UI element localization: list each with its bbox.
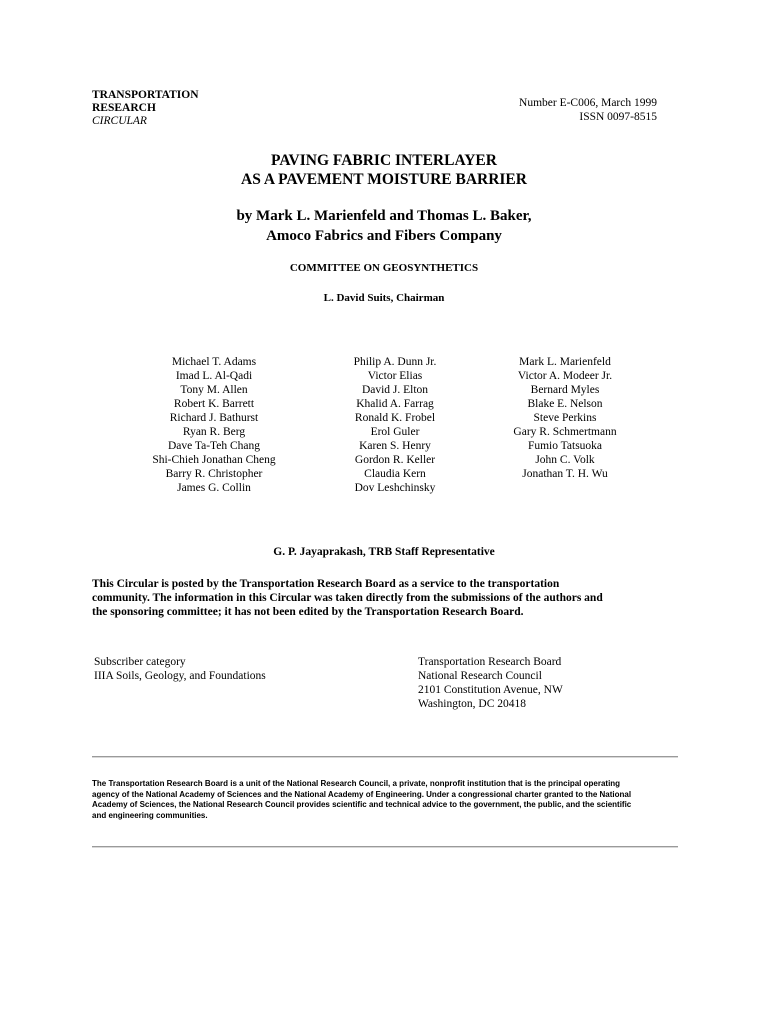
notice-line-1: This Circular is posted by the Transportation Research Board as a service to the transportation <box>92 578 560 590</box>
committee-name: COMMITTEE ON GEOSYNTHETICS <box>289 262 479 274</box>
member-name: David J. Elton <box>361 384 429 396</box>
address-line-3: 2101 Constitution Avenue, NW <box>418 684 563 696</box>
member-name: Victor A. Modeer Jr. <box>517 370 613 382</box>
series-name <box>92 89 199 128</box>
member-name: Gordon R. Keller <box>354 454 436 466</box>
staff-representative: G. P. Jayaprakash, TRB Staff Representative <box>273 546 495 558</box>
members-column-2 <box>315 355 475 495</box>
issn: ISSN 0097-8515 <box>579 111 657 123</box>
circular-notice <box>92 577 678 619</box>
member-name: Dov Leshchinsky <box>354 482 436 494</box>
members-column-1 <box>134 355 294 495</box>
footer-line-4: and engineering communities. <box>92 810 208 820</box>
member-name: James G. Collin <box>177 482 251 494</box>
series-line-2: RESEARCH <box>92 102 156 114</box>
committee-chair: L. David Suits, Chairman <box>323 292 445 304</box>
divider <box>92 846 678 848</box>
subscriber-line-2: IIIA Soils, Geology, and Foundations <box>94 670 266 682</box>
footer-note <box>92 779 678 821</box>
issue-info <box>519 96 657 124</box>
member-name: Imad L. Al-Qadi <box>175 370 253 382</box>
publisher-address <box>418 655 563 711</box>
authors-line-1: by Mark L. Marienfeld and Thomas L. Baker, <box>236 208 532 224</box>
address-line-1: Transportation Research Board <box>418 656 562 668</box>
member-name: Victor Elias <box>367 370 423 382</box>
series-line-1: TRANSPORTATION <box>92 89 199 101</box>
member-name: Tony M. Allen <box>180 384 248 396</box>
member-name: Claudia Kern <box>364 468 426 480</box>
member-name: Khalid A. Farrag <box>356 398 434 410</box>
member-name: Erol Guler <box>370 426 420 438</box>
series-line-3: CIRCULAR <box>92 115 147 127</box>
footer-line-3: Academy of Sciences, the National Research Council provides scientific and technical advice to the government, the public, and the scientific <box>92 800 632 809</box>
member-name: Gary R. Schmertmann <box>513 426 617 438</box>
address-line-2: National Research Council <box>418 670 542 682</box>
member-name: John C. Volk <box>535 454 595 466</box>
footer-line-2: agency of the National Academy of Sciences and the National Academy of Engineering. Under a congressional charter granted to the National <box>92 789 632 799</box>
authors <box>0 206 768 246</box>
authors-line-2: Amoco Fabrics and Fibers Company <box>266 228 502 244</box>
title-line-1: PAVING FABRIC INTERLAYER <box>271 152 497 169</box>
members-column-3 <box>485 355 645 481</box>
member-name: Ronald K. Frobel <box>354 412 436 424</box>
member-name: Dave Ta-Teh Chang <box>167 440 261 452</box>
divider <box>92 756 678 758</box>
member-name: Karen S. Henry <box>359 440 431 452</box>
notice-line-2: community. The information in this Circular was taken directly from the submissions of the authors and <box>92 592 603 604</box>
member-name: Steve Perkins <box>533 412 597 424</box>
member-name: Robert K. Barrett <box>173 398 255 410</box>
member-name: Barry R. Christopher <box>165 468 263 480</box>
issue-number: Number E-C006, March 1999 <box>519 97 657 109</box>
document-title <box>0 151 768 189</box>
title-line-2: AS A PAVEMENT MOISTURE BARRIER <box>241 171 527 188</box>
member-name: Jonathan T. H. Wu <box>522 468 608 480</box>
notice-line-3: the sponsoring committee; it has not been edited by the Transportation Research Board. <box>92 606 524 618</box>
member-name: Shi-Chieh Jonathan Cheng <box>152 454 276 466</box>
member-name: Ryan R. Berg <box>182 426 246 438</box>
footer-line-1: The Transportation Research Board is a unit of the National Research Council, a private, nonprofit institution that is the principal operating <box>92 779 621 788</box>
member-name: Blake E. Nelson <box>527 398 603 410</box>
subscriber-category <box>94 655 266 683</box>
member-name: Fumio Tatsuoka <box>527 440 603 452</box>
subscriber-line-1: Subscriber category <box>94 656 186 668</box>
member-name: Mark L. Marienfeld <box>519 356 611 368</box>
member-name: Michael T. Adams <box>171 356 257 368</box>
member-name: Philip A. Dunn Jr. <box>353 356 437 368</box>
member-name: Bernard Myles <box>530 384 600 396</box>
member-name: Richard J. Bathurst <box>169 412 259 424</box>
address-line-4: Washington, DC 20418 <box>418 698 527 710</box>
